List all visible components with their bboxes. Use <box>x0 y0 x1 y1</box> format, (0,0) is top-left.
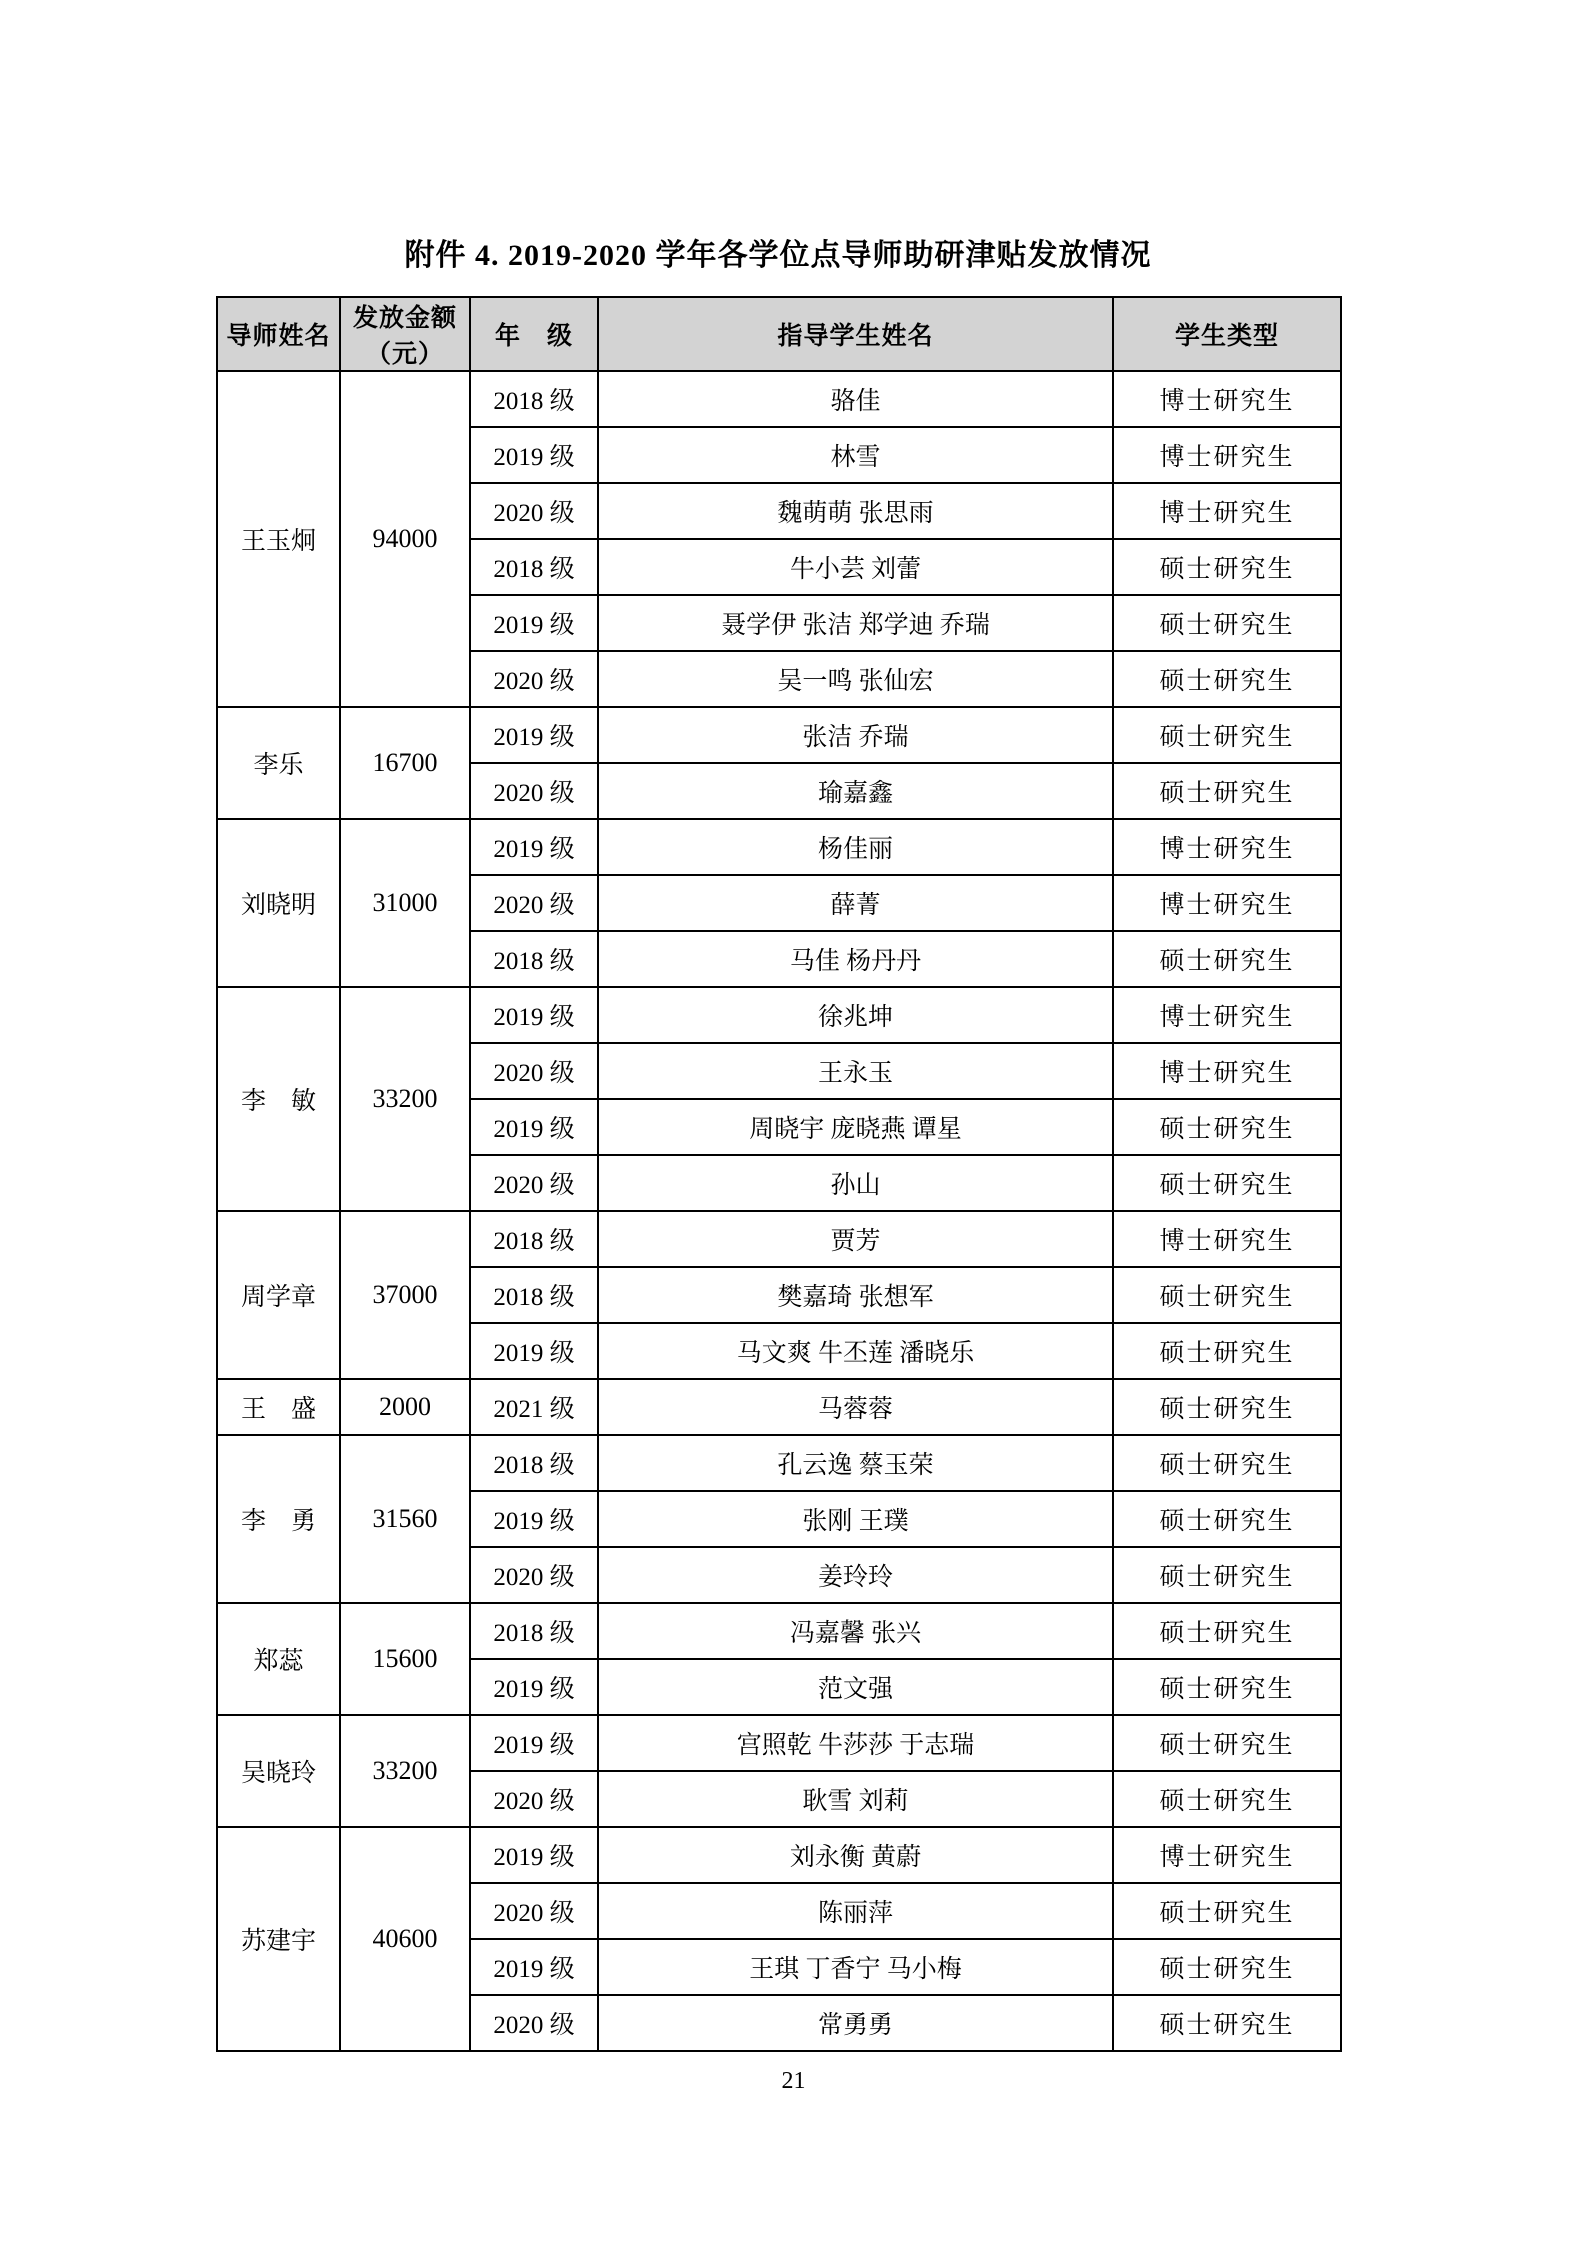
students-cell: 张洁 乔瑞 <box>598 707 1113 763</box>
grade-cell: 2019 级 <box>470 1491 598 1547</box>
page-title: 附件 4. 2019-2020 学年各学位点导师助研津贴发放情况 <box>404 239 1152 272</box>
student-type-cell: 博士研究生 <box>1113 875 1341 931</box>
students-cell: 冯嘉馨 张兴 <box>598 1603 1113 1659</box>
grade-cell: 2019 级 <box>470 1659 598 1715</box>
amount-cell: 31000 <box>340 819 470 987</box>
students-cell: 马文爽 牛丕莲 潘晓乐 <box>598 1323 1113 1379</box>
grade-cell: 2019 级 <box>470 595 598 651</box>
students-cell: 孙山 <box>598 1155 1113 1211</box>
header-amount: 发放金额（元） <box>340 297 470 371</box>
students-cell: 姜玲玲 <box>598 1547 1113 1603</box>
table-row <box>217 987 1341 1043</box>
teacher-name-cell: 吴晓玲 <box>217 1715 340 1827</box>
students-cell: 林雪 <box>598 427 1113 483</box>
amount-cell: 33200 <box>340 1715 470 1827</box>
grade-cell: 2020 级 <box>470 875 598 931</box>
students-cell: 马佳 杨丹丹 <box>598 931 1113 987</box>
student-type-cell: 硕士研究生 <box>1113 1659 1341 1715</box>
table-row <box>217 1715 1341 1771</box>
students-cell: 常勇勇 <box>598 1995 1113 2051</box>
students-cell: 徐兆坤 <box>598 987 1113 1043</box>
table-row <box>217 371 1341 427</box>
student-type-cell: 硕士研究生 <box>1113 1323 1341 1379</box>
students-cell: 耿雪 刘莉 <box>598 1771 1113 1827</box>
amount-cell: 94000 <box>340 371 470 707</box>
teacher-name-cell: 李 勇 <box>217 1435 340 1603</box>
student-type-cell: 硕士研究生 <box>1113 1099 1341 1155</box>
students-cell: 吴一鸣 张仙宏 <box>598 651 1113 707</box>
student-type-cell: 硕士研究生 <box>1113 1491 1341 1547</box>
student-type-cell: 硕士研究生 <box>1113 763 1341 819</box>
table-row <box>217 1211 1341 1267</box>
grade-cell: 2019 级 <box>470 1939 598 1995</box>
grade-cell: 2019 级 <box>470 427 598 483</box>
teacher-name-cell: 李 敏 <box>217 987 340 1211</box>
student-type-cell: 硕士研究生 <box>1113 707 1341 763</box>
table-row <box>217 1827 1341 1883</box>
grade-cell: 2020 级 <box>470 1043 598 1099</box>
teacher-name-cell: 王玉炯 <box>217 371 340 707</box>
grade-cell: 2019 级 <box>470 1099 598 1155</box>
amount-cell: 33200 <box>340 987 470 1211</box>
students-cell: 周晓宇 庞晓燕 谭星 <box>598 1099 1113 1155</box>
grade-cell: 2018 级 <box>470 1603 598 1659</box>
students-cell: 孔云逸 蔡玉荣 <box>598 1435 1113 1491</box>
subsidy-table <box>216 296 1342 2052</box>
student-type-cell: 硕士研究生 <box>1113 931 1341 987</box>
amount-cell: 16700 <box>340 707 470 819</box>
student-type-cell: 硕士研究生 <box>1113 1715 1341 1771</box>
students-cell: 牛小芸 刘蕾 <box>598 539 1113 595</box>
student-type-cell: 硕士研究生 <box>1113 595 1341 651</box>
grade-cell: 2020 级 <box>470 1771 598 1827</box>
amount-cell: 40600 <box>340 1827 470 2051</box>
student-type-cell: 硕士研究生 <box>1113 1939 1341 1995</box>
student-type-cell: 博士研究生 <box>1113 819 1341 875</box>
students-cell: 张刚 王璞 <box>598 1491 1113 1547</box>
grade-cell: 2020 级 <box>470 1995 598 2051</box>
amount-cell: 15600 <box>340 1603 470 1715</box>
teacher-name-cell: 周学章 <box>217 1211 340 1379</box>
grade-cell: 2018 级 <box>470 1267 598 1323</box>
grade-cell: 2020 级 <box>470 1883 598 1939</box>
student-type-cell: 博士研究生 <box>1113 987 1341 1043</box>
amount-cell: 2000 <box>340 1379 470 1435</box>
students-cell: 王永玉 <box>598 1043 1113 1099</box>
student-type-cell: 博士研究生 <box>1113 427 1341 483</box>
teacher-name-cell: 王 盛 <box>217 1379 340 1435</box>
grade-cell: 2019 级 <box>470 707 598 763</box>
student-type-cell: 硕士研究生 <box>1113 1603 1341 1659</box>
student-type-cell: 硕士研究生 <box>1113 539 1341 595</box>
amount-cell: 31560 <box>340 1435 470 1603</box>
grade-cell: 2018 级 <box>470 539 598 595</box>
grade-cell: 2018 级 <box>470 1435 598 1491</box>
grade-cell: 2020 级 <box>470 1155 598 1211</box>
grade-cell: 2020 级 <box>470 763 598 819</box>
students-cell: 陈丽萍 <box>598 1883 1113 1939</box>
students-cell: 瑜嘉鑫 <box>598 763 1113 819</box>
student-type-cell: 博士研究生 <box>1113 371 1341 427</box>
grade-cell: 2019 级 <box>470 819 598 875</box>
table-row <box>217 1603 1341 1659</box>
student-type-cell: 硕士研究生 <box>1113 1435 1341 1491</box>
students-cell: 宫照乾 牛莎莎 于志瑞 <box>598 1715 1113 1771</box>
grade-cell: 2019 级 <box>470 1323 598 1379</box>
page-number: 21 <box>781 2068 806 2094</box>
header-row <box>217 297 1341 371</box>
students-cell: 魏萌萌 张思雨 <box>598 483 1113 539</box>
table-row <box>217 707 1341 763</box>
students-cell: 王琪 丁香宁 马小梅 <box>598 1939 1113 1995</box>
grade-cell: 2018 级 <box>470 371 598 427</box>
students-cell: 樊嘉琦 张想军 <box>598 1267 1113 1323</box>
students-cell: 杨佳丽 <box>598 819 1113 875</box>
grade-cell: 2020 级 <box>470 651 598 707</box>
students-cell: 骆佳 <box>598 371 1113 427</box>
header-grade: 年 级 <box>470 297 598 371</box>
amount-cell: 37000 <box>340 1211 470 1379</box>
grade-cell: 2021 级 <box>470 1379 598 1435</box>
table-body <box>217 371 1341 2051</box>
table-row <box>217 1379 1341 1435</box>
students-cell: 薛菁 <box>598 875 1113 931</box>
grade-cell: 2020 级 <box>470 483 598 539</box>
students-cell: 范文强 <box>598 1659 1113 1715</box>
students-cell: 贾芳 <box>598 1211 1113 1267</box>
teacher-name-cell: 刘晓明 <box>217 819 340 987</box>
student-type-cell: 博士研究生 <box>1113 1211 1341 1267</box>
student-type-cell: 硕士研究生 <box>1113 1155 1341 1211</box>
grade-cell: 2018 级 <box>470 1211 598 1267</box>
grade-cell: 2019 级 <box>470 987 598 1043</box>
student-type-cell: 博士研究生 <box>1113 483 1341 539</box>
header-student-type: 学生类型 <box>1113 297 1341 371</box>
student-type-cell: 博士研究生 <box>1113 1827 1341 1883</box>
student-type-cell: 硕士研究生 <box>1113 1771 1341 1827</box>
grade-cell: 2019 级 <box>470 1715 598 1771</box>
students-cell: 马蓉蓉 <box>598 1379 1113 1435</box>
teacher-name-cell: 李乐 <box>217 707 340 819</box>
table-row <box>217 819 1341 875</box>
students-cell: 刘永衡 黄蔚 <box>598 1827 1113 1883</box>
student-type-cell: 硕士研究生 <box>1113 1883 1341 1939</box>
header-students: 指导学生姓名 <box>598 297 1113 371</box>
student-type-cell: 硕士研究生 <box>1113 1995 1341 2051</box>
header-teacher-name: 导师姓名 <box>217 297 340 371</box>
grade-cell: 2018 级 <box>470 931 598 987</box>
student-type-cell: 硕士研究生 <box>1113 1267 1341 1323</box>
table-header <box>217 297 1341 371</box>
student-type-cell: 硕士研究生 <box>1113 1547 1341 1603</box>
teacher-name-cell: 郑蕊 <box>217 1603 340 1715</box>
student-type-cell: 硕士研究生 <box>1113 1379 1341 1435</box>
table-row <box>217 1435 1341 1491</box>
grade-cell: 2019 级 <box>470 1827 598 1883</box>
grade-cell: 2020 级 <box>470 1547 598 1603</box>
students-cell: 聂学伊 张洁 郑学迪 乔瑞 <box>598 595 1113 651</box>
teacher-name-cell: 苏建宇 <box>217 1827 340 2051</box>
student-type-cell: 博士研究生 <box>1113 1043 1341 1099</box>
student-type-cell: 硕士研究生 <box>1113 651 1341 707</box>
